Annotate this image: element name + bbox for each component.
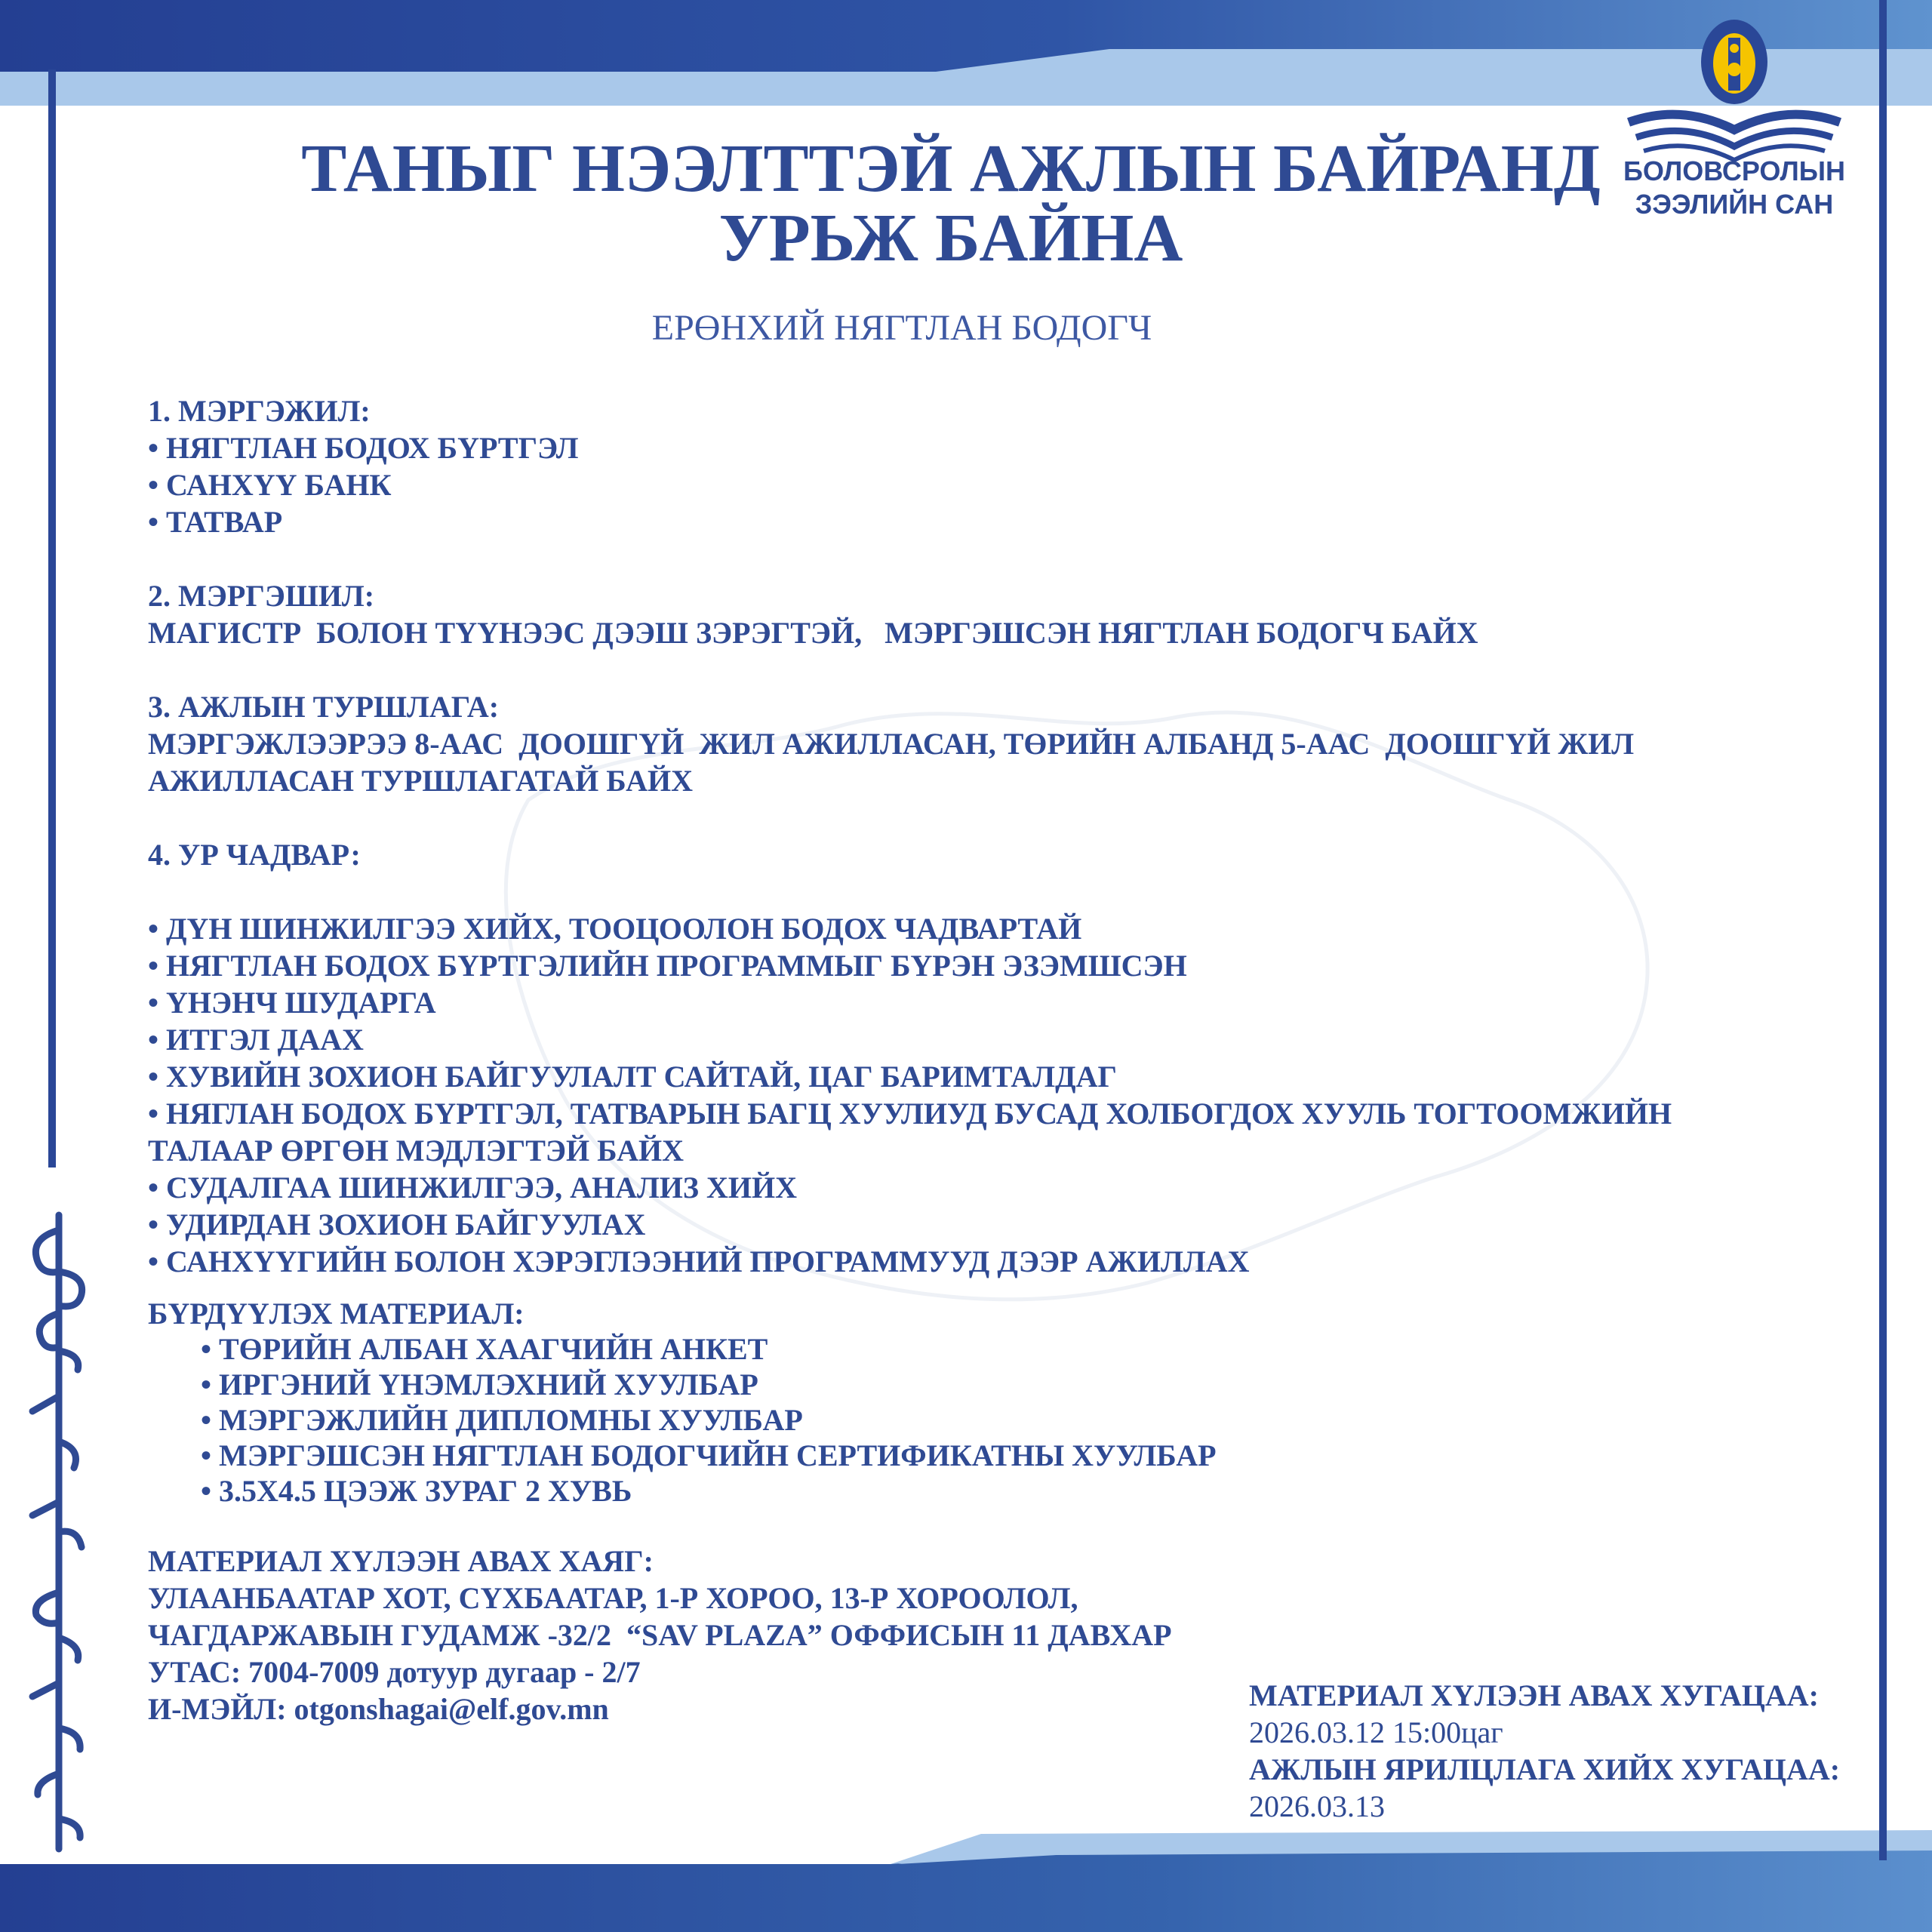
material-item: • 3.5X4.5 ЦЭЭЖ ЗУРАГ 2 ХУВЬ	[201, 1474, 632, 1508]
phone: УТАС: 7004-7009 дотуур дугаар - 2/7	[148, 1655, 641, 1689]
material-item: • ТӨРИЙН АЛБАН ХААГЧИЙН АНКЕТ	[201, 1332, 768, 1366]
interview-deadline-label: АЖЛЫН ЯРИЛЦЛАГА ХИЙХ ХУГАЦАА:	[1249, 1752, 1841, 1786]
address-heading: МАТЕРИАЛ ХҮЛЭЭН АВАХ ХАЯГ:	[148, 1544, 654, 1578]
email: И-МЭЙЛ: otgonshagai@elf.gov.mn	[148, 1692, 609, 1726]
logo-line-1: БОЛОВСРОЛЫН	[1623, 155, 1845, 186]
qualification-heading: 2. МЭРГЭШИЛ:	[148, 579, 375, 613]
skill-item: • СУДАЛГАА ШИНЖИЛГЭЭ, АНАЛИЗ ХИЙХ	[148, 1171, 797, 1204]
title-line-1: ТАНЫГ НЭЭЛТТЭЙ АЖЛЫН БАЙРАНД	[301, 131, 1601, 206]
logo-text	[1598, 155, 1870, 221]
profession-heading: 1. МЭРГЭЖИЛ:	[148, 394, 371, 428]
skill-item: • НЯГЛАН БОДОХ БҮРТГЭЛ, ТАТВАРЫН БАГЦ ХУУЛИУД БУСАД ХОЛБОГДОХ ХУУЛЬ ТОГТООМЖИЙН	[148, 1097, 1672, 1131]
title-line-2: УРЬЖ БАЙНА	[718, 201, 1183, 275]
address-line-1: УЛААНБААТАР ХОТ, СҮХБААТАР, 1-Р ХОРОО, 13-Р ХОРООЛОЛ,	[148, 1581, 1078, 1615]
left-vertical-line	[48, 69, 56, 1168]
receive-deadline-label: МАТЕРИАЛ ХҮЛЭЭН АВАХ ХУГАЦАА:	[1249, 1678, 1819, 1712]
skill-item: • ИТГЭЛ ДААХ	[148, 1023, 364, 1057]
experience-line-2: АЖИЛЛАСАН ТУРШЛАГАТАЙ БАЙХ	[148, 764, 693, 798]
material-item: • МЭРГЭШСЭН НЯГТЛАН БОДОГЧИЙН СЕРТИФИКАТНЫ ХУУЛБАР	[201, 1438, 1217, 1472]
address-line-2: ЧАГДАРЖАВЫН ГУДАМЖ -32/2 “SAV PLAZA” ОФФИСЫН 11 ДАВХАР	[148, 1618, 1172, 1652]
skill-item: • УДИРДАН ЗОХИОН БАЙГУУЛАХ	[148, 1208, 646, 1241]
mongolian-script-calligraphy-icon	[14, 1200, 97, 1864]
skill-item: • ҮНЭНЧ ШУДАРГА	[148, 986, 436, 1020]
materials-heading: БҮРДҮҮЛЭХ МАТЕРИАЛ:	[148, 1297, 525, 1331]
skill-item: • ДҮН ШИНЖИЛГЭЭ ХИЙХ, ТООЦООЛОН БОДОХ ЧАДВАРТАЙ	[148, 912, 1082, 946]
interview-deadline-value: 2026.03.13	[1249, 1789, 1385, 1823]
position-title: ЕРӨНХИЙ НЯГТЛАН БОДОГЧ	[651, 308, 1152, 348]
profession-item: • ТАТВАР	[148, 505, 283, 539]
page-title	[294, 131, 1607, 275]
logo-line-2: ЗЭЭЛИЙН САН	[1635, 189, 1834, 220]
profession-item: • НЯГТЛАН БОДОХ БҮРТГЭЛ	[148, 431, 579, 465]
skill-item: • НЯГТЛАН БОДОХ БҮРТГЭЛИЙН ПРОГРАММЫГ БҮРЭН ЭЗЭМШСЭН	[148, 949, 1187, 983]
experience-line-1: МЭРГЭЖЛЭЭРЭЭ 8-ААС ДООШГҮЙ ЖИЛ АЖИЛЛАСАН, ТӨРИЙН АЛБАНД 5-ААС ДООШГҮЙ ЖИЛ	[148, 727, 1635, 761]
skill-item: • ХУВИЙН ЗОХИОН БАЙГУУЛАЛТ САЙТАЙ, ЦАГ БАРИМТАЛДАГ	[148, 1060, 1117, 1094]
profession-item: • САНХҮҮ БАНК	[148, 468, 392, 502]
skill-item: • САНХҮҮГИЙН БОЛОН ХЭРЭГЛЭЭНИЙ ПРОГРАММУУД ДЭЭР АЖИЛЛАХ	[148, 1244, 1250, 1278]
qualification-text: МАГИСТР БОЛОН ТҮҮНЭЭС ДЭЭШ ЗЭРЭГТЭЙ, МЭРГЭШСЭН НЯГТЛАН БОДОГЧ БАЙХ	[148, 616, 1478, 650]
experience-heading: 3. АЖЛЫН ТУРШЛАГА:	[148, 690, 500, 724]
skill-item: ТАЛААР ӨРГӨН МЭДЛЭГТЭЙ БАЙХ	[148, 1134, 684, 1168]
job-requirements	[148, 392, 1846, 1727]
material-item: • МЭРГЭЖЛИЙН ДИПЛОМНЫ ХУУЛБАР	[201, 1403, 803, 1437]
deadlines	[1249, 1677, 1868, 1825]
receive-deadline-value: 2026.03.12 15:00цаг	[1249, 1715, 1503, 1749]
skills-heading: 4. УР ЧАДВАР:	[148, 838, 361, 872]
right-vertical-line	[1879, 0, 1887, 1860]
material-item: • ИРГЭНИЙ ҮНЭМЛЭХНИЙ ХУУЛБАР	[201, 1367, 758, 1401]
